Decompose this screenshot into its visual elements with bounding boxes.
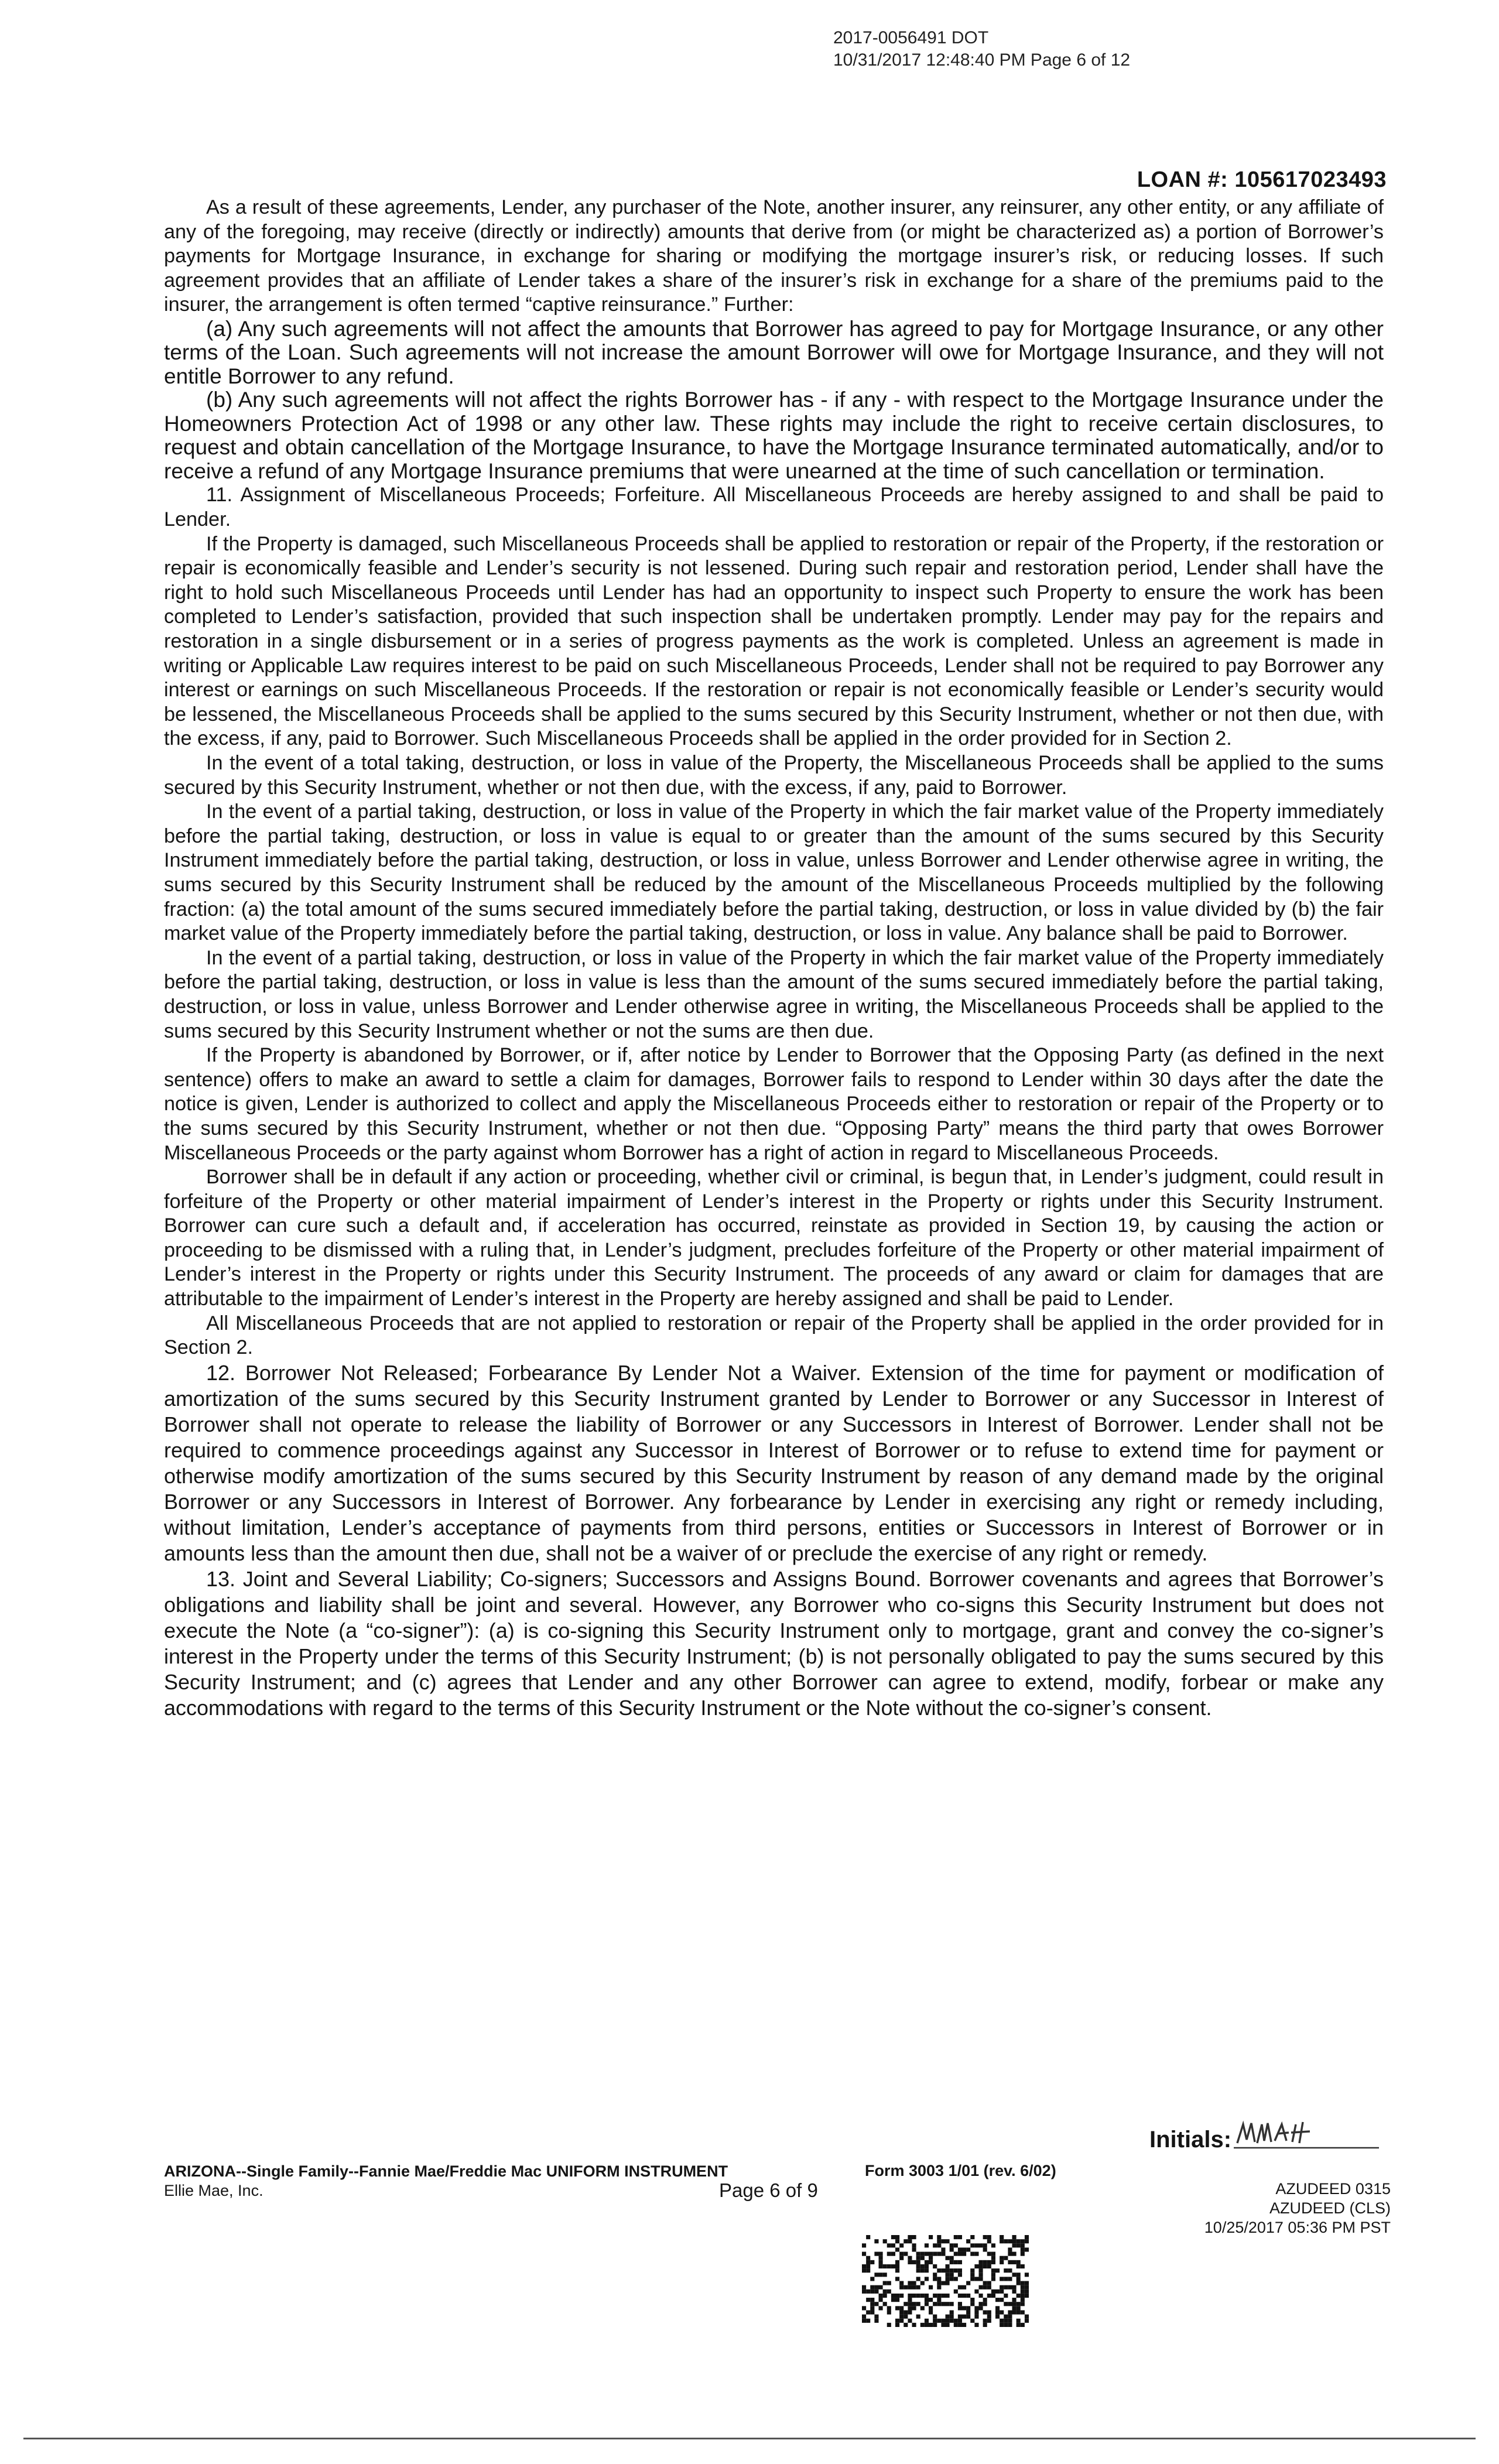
- section-13-heading: 13. Joint and Several Liability; Co-signers; Successors and Assigns Bound.: [206, 1566, 922, 1591]
- doc-timestamp: 10/25/2017 05:36 PM PST: [1204, 2219, 1391, 2236]
- section-11-default: Borrower shall be in default if any action or proceeding, whether civil or criminal, is begun that, in Lender’s judgment, could result in forfeiture of the Property or other material impairment of Lender’s interest in the Property or rights under this Security Instrument. Borrower can cure such a default and, if acceleration has occurred, reinstate as provided in Section 19, by causing the action or proceeding to be dismissed with a ruling that, in Lender’s judgment, precludes forfeiture of the Property or other material impairment of Lender’s interest in the Property or rights under this Security Instrument. The proceeds of any award or claim for damages that are attributable to the impairment of Lender’s interest in the Property are hereby assigned and shall be paid to Lender.: [164, 1166, 1384, 1310]
- section-12: [164, 1360, 1384, 1566]
- recording-stamp: [833, 27, 1130, 71]
- paragraph-mi-agreements-a: (a) Any such agreements will not affect the amounts that Borrower has agreed to pay for Mortgage Insurance, or any other terms of the Loan. Such agreements will not increase the amount Borrower will owe for Mortgage Insurance, and they will not entitle Borrower to any refund.: [164, 316, 1384, 388]
- initials-label: Initials:: [1149, 2127, 1232, 2152]
- section-11-abandoned: If the Property is abandoned by Borrower, or if, after notice by Lender to Borrower that the Opposing Party (as defined in the next sentence) offers to make an award to settle a claim for damages, Borrower fails to respond to Lender within 30 days after the date the notice is given, Lender is authorized to collect and apply the Miscellaneous Proceeds either to restoration or repair of the Property or to the sums secured by this Security Instrument, whether or not then due. “Opposing Party” means the third party that owes Borrower Miscellaneous Proceeds or the party against whom Borrower has a right of action in regard to Miscellaneous Proceeds.: [164, 1044, 1384, 1164]
- section-12-text: Extension of the time for payment or modification of amortization of the sums secured by this Security Instrument granted by Lender to Borrower or any Successor in Interest of Borrower shall not operate to release the liability of Borrower or any Successors in Interest of Borrower. Lender shall not be required to commence proceedings against any Successor in Interest of Borrower or to refuse to extend time for payment or otherwise modify amortization of the sums secured by this Security Instrument by reason of any demand made by the original Borrower or any Successors in Interest of Borrower. Any forbearance by Lender in exercising any right or remedy including, without limitation, Lender’s acceptance of payments from third persons, entities or Successors in Interest of Borrower or in amounts less than the amount then due, shall not be a waiver of or preclude the exercise of any right or remedy.: [164, 1360, 1384, 1565]
- page-number: Page 6 of 9: [719, 2179, 818, 2201]
- section-11-partial-taking-greater: In the event of a partial taking, destruction, or loss in value of the Property in which the fair market value of the Property immediately before the partial taking, destruction, or loss in value is equal to or greater than the amount of the sums secured by this Security Instrument immediately before the partial taking, destruction, or loss in value, unless Borrower and Lender otherwise agree in writing, the sums secured by this Security Instrument shall be reduced by the amount of the Miscellaneous Proceeds multiplied by the following fraction: (a) the total amount of the sums secured immediately before the partial taking, destruction, or loss in value divided by (b) the fair market value of the Property immediately before the partial taking, destruction, or loss in value. Any balance shall be paid to Borrower.: [164, 800, 1384, 945]
- section-11-unapplied-proceeds: All Miscellaneous Proceeds that are not applied to restoration or repair of the Property shall be applied in the order provided for in Section 2.: [164, 1312, 1384, 1359]
- document-body: [164, 196, 1384, 1721]
- section-11-total-taking: In the event of a total taking, destruction, or loss in value of the Property, the Miscellaneous Proceeds shall be applied to the sums secured by this Security Instrument, whether or not then due, with the excess, if any, paid to Borrower.: [164, 752, 1384, 799]
- paragraph-captive-reinsurance: As a result of these agreements, Lender, any purchaser of the Note, another insurer, any reinsurer, any other entity, or any affiliate of any of the foregoing, may receive (directly or indirectly) amounts that derive from (or might be characterized as) a portion of Borrower’s payments for Mortgage Insurance, in exchange for sharing or modifying the mortgage insurer’s risk, or reducing losses. If such agreement provides that an affiliate of Lender takes a share of the insurer’s risk in exchange for a share of the premiums paid to the insurer, the arrangement is often termed “captive reinsurance.” Further:: [164, 196, 1384, 316]
- form-title: ARIZONA--Single Family--Fannie Mae/Freddie Mac UNIFORM INSTRUMENT: [164, 2162, 728, 2180]
- recording-doc-number: 2017-0056491 DOT: [833, 28, 989, 47]
- section-13: [164, 1566, 1384, 1721]
- page-bottom-rule: [23, 2438, 1476, 2439]
- paragraph-mi-agreements-b: (b) Any such agreements will not affect the rights Borrower has - if any - with respect to the Mortgage Insurance under the Homeowners Protection Act of 1998 or any other law. These rights may include the right to receive certain disclosures, to request and obtain cancellation of the Mortgage Insurance, to have the Mortgage Insurance terminated automatically, and/or to receive a refund of any Mortgage Insurance premiums that were unearned at the time of such cancellation or termination.: [164, 388, 1384, 483]
- form-number: Form 3003 1/01 (rev. 6/02): [865, 2162, 1056, 2179]
- barcode-icon: [862, 2235, 1029, 2327]
- doc-code-cls: AZUDEED (CLS): [1269, 2199, 1391, 2217]
- section-13-text: Borrower covenants and agrees that Borrower’s obligations and liability shall be joint and several. However, any Borrower who co-signs this Security Instrument but does not execute the Note (a “co-signer”): (a) is co-signing this Security Instrument only to mortgage, grant and convey the co-signer’s interest in the Property under the terms of this Security Instrument; (b) is not personally obligated to pay the sums secured by this Security Instrument; and (c) agrees that Lender and any other Borrower can agree to extend, modify, forbear or make any accommodations with regard to the terms of this Security Instrument or the Note without the co-signer’s consent.: [164, 1566, 1384, 1720]
- section-11-property-damaged: If the Property is damaged, such Miscellaneous Proceeds shall be applied to restoration or repair of the Property, if the restoration or repair is economically feasible and Lender’s security is not lessened. During such repair and restoration period, Lender shall have the right to hold such Miscellaneous Proceeds until Lender has had an opportunity to inspect such Property to ensure the work has been completed to Lender’s satisfaction, provided that such inspection shall be undertaken promptly. Lender may pay for the repairs and restoration in a single disbursement or in a series of progress payments as the work is completed. Unless an agreement is made in writing or Applicable Law requires interest to be paid on such Miscellaneous Proceeds, Lender shall not be required to pay Borrower any interest or earnings on such Miscellaneous Proceeds. If the restoration or repair is not economically feasible or Lender’s security would be lessened, the Miscellaneous Proceeds shall be applied to the sums secured by this Security Instrument, whether or not then due, with the excess, if any, paid to Borrower. Such Miscellaneous Proceeds shall be applied in the order provided for in Section 2.: [164, 532, 1384, 750]
- section-11-partial-taking-less: In the event of a partial taking, destruction, or loss in value of the Property in which the fair market value of the Property immediately before the partial taking, destruction, or loss in value is less than the amount of the sums secured immediately before the partial taking, destruction, or loss in value, unless Borrower and Lender otherwise agree in writing, the Miscellaneous Proceeds shall be applied to the sums secured by this Security Instrument whether or not the sums are then due.: [164, 946, 1384, 1042]
- section-11-text: All Miscellaneous Proceeds are hereby assigned to and shall be paid to Lender.: [164, 484, 1384, 531]
- section-11-intro: [164, 483, 1384, 532]
- doc-code: AZUDEED 0315: [1275, 2180, 1391, 2198]
- section-11-heading: 11. Assignment of Miscellaneous Proceeds; Forfeiture.: [206, 484, 706, 507]
- company-name: Ellie Mae, Inc.: [164, 2182, 263, 2199]
- section-12-heading: 12. Borrower Not Released; Forbearance By Lender Not a Waiver.: [206, 1360, 861, 1385]
- initials-signature: [1234, 2117, 1379, 2154]
- doc-codes: [1133, 2179, 1391, 2237]
- loan-number: LOAN #: 105617023493: [1137, 167, 1387, 192]
- form-footer: [164, 2162, 728, 2201]
- recording-timestamp: 10/31/2017 12:48:40 PM Page 6 of 12: [833, 50, 1131, 70]
